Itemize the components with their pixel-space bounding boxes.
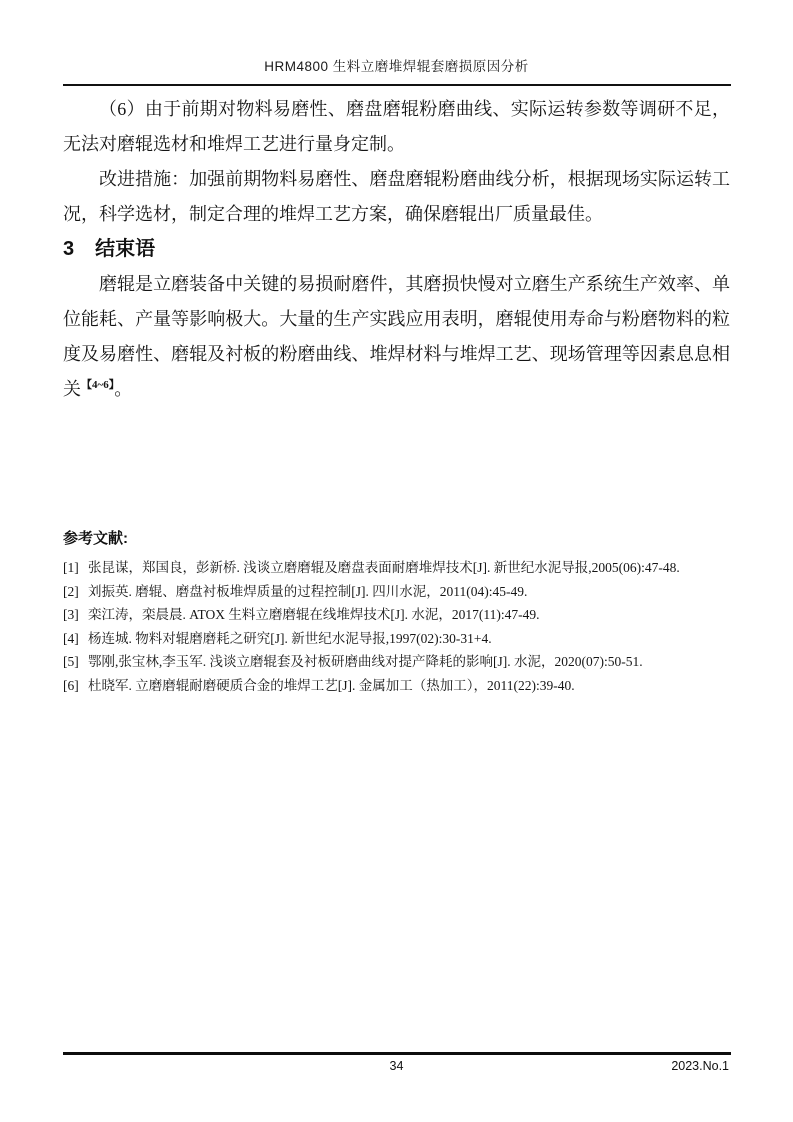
citation-superscript: 【4~6】 — [81, 379, 115, 391]
paragraph-conclusion — [63, 267, 730, 407]
page-content — [63, 88, 730, 697]
reference-text: 杨连城. 物料对辊磨磨耗之研究[J]. 新世纪水泥导报,1997(02):30-31+4. — [88, 630, 492, 646]
footer-divider — [63, 1052, 731, 1055]
page-number: 34 — [389, 1059, 404, 1073]
section-title: 结束语 — [95, 238, 156, 260]
running-header-title: HRM4800 生料立磨堆焊辊套磨损原因分析 — [264, 59, 529, 74]
section-heading-conclusion — [63, 232, 730, 267]
references-section — [63, 527, 730, 697]
running-header — [63, 55, 730, 75]
reference-index: [6] — [63, 677, 79, 693]
reference-text: 栾江涛，栾晨晨. ATOX 生料立磨磨辊在线堆焊技术[J]. 水泥，2017(11):47-49. — [88, 607, 540, 622]
conclusion-text: 磨辊是立磨装备中关键的易损耐磨件，其磨损快慢对立磨生产系统生产效率、单位能耗、产量等影响极大。大量的生产实践应用表明，磨辊使用寿命与粉磨物料的粒度及易磨性、磨辊及衬板的粉磨曲线、堆焊材料与堆焊工艺、现场管理等因素息息相关 — [63, 274, 730, 399]
reference-item-6 — [63, 674, 730, 698]
reference-index: [5] — [63, 654, 79, 669]
reference-index: [4] — [63, 630, 79, 646]
reference-index: [3] — [63, 607, 79, 622]
reference-item-3 — [63, 603, 730, 627]
reference-item-4 — [63, 627, 730, 651]
references-heading: 参考文献: — [63, 530, 128, 547]
paragraph-improvement-measures: 改进措施：加强前期物料易磨性、磨盘磨辊粉磨曲线分析，根据现场实际运转工况，科学选材，制定合理的堆焊工艺方案，确保磨辊出厂质量最佳。 — [63, 169, 730, 224]
issue-label: 2023.No.1 — [671, 1059, 729, 1073]
reference-item-1 — [63, 556, 730, 580]
section-number: 3 — [63, 238, 75, 260]
reference-index: [2] — [63, 583, 79, 599]
reference-text: 刘振英. 磨辊、磨盘衬板堆焊质量的过程控制[J]. 四川水泥，2011(04):45-49. — [88, 583, 528, 599]
reference-text: 鄂刚,张宝林,李玉军. 浅谈立磨辊套及衬板研磨曲线对提产降耗的影响[J]. 水泥，2020(07):50-51. — [88, 654, 643, 669]
reference-index: [1] — [63, 560, 79, 575]
paragraph-point-6: （6）由于前期对物料易磨性、磨盘磨辊粉磨曲线、实际运转参数等调研不足，无法对磨辊选材和堆焊工艺进行量身定制。 — [63, 99, 730, 154]
reference-item-5 — [63, 650, 730, 674]
conclusion-period: 。 — [114, 379, 133, 399]
reference-text: 张昆谋，郑国良，彭新桥. 浅谈立磨磨辊及磨盘表面耐磨堆焊技术[J]. 新世纪水泥导报,2005(06):47-48. — [88, 560, 680, 575]
header-divider — [63, 84, 731, 86]
reference-text: 杜晓军. 立磨磨辊耐磨硬质合金的堆焊工艺[J]. 金属加工（热加工），2011(22):39-40. — [88, 677, 575, 693]
reference-item-2 — [63, 580, 730, 604]
